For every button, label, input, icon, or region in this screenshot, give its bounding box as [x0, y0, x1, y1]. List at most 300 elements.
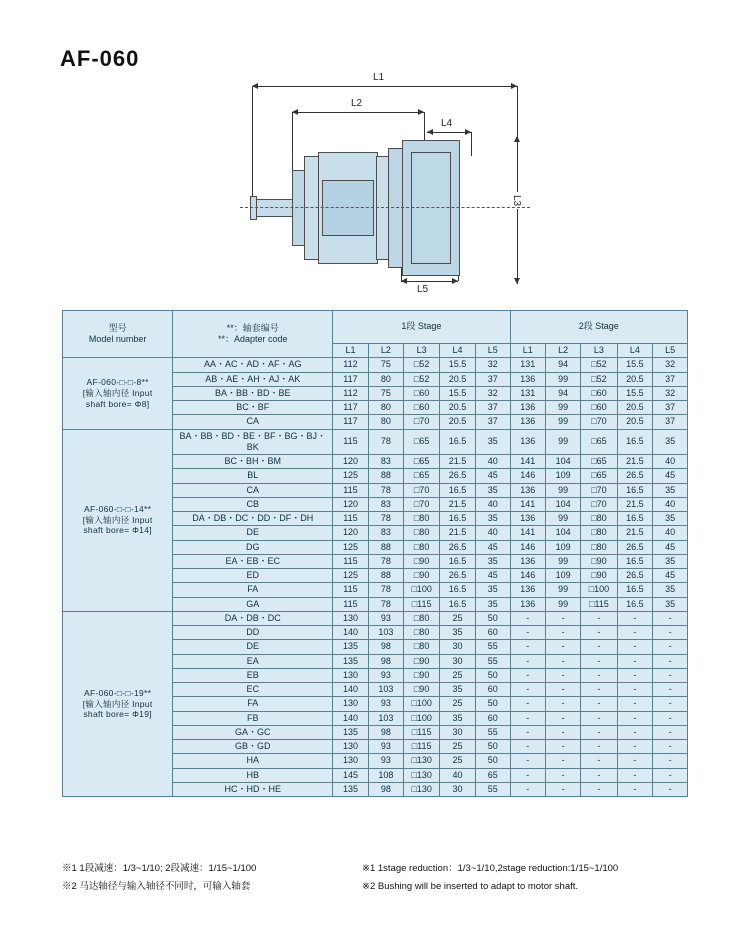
dimension-cell: □60 [404, 386, 440, 400]
dimension-cell: □115 [581, 597, 617, 611]
dimension-cell: - [510, 782, 545, 796]
dimension-cell: 136 [510, 415, 545, 429]
dimension-cell: 78 [368, 429, 403, 455]
output-shaft-tip [250, 196, 257, 220]
dimension-cell: 146 [510, 569, 545, 583]
dimension-cell: 60 [475, 683, 510, 697]
dimension-cell: □80 [404, 640, 440, 654]
dim-l1-label: L1 [370, 72, 387, 83]
dimension-cell: □80 [404, 512, 440, 526]
dimension-cell: 35 [653, 512, 688, 526]
dimension-cell: - [510, 697, 545, 711]
dimension-cell: 93 [368, 697, 403, 711]
adapter-code-cell: BL [173, 469, 333, 483]
dimension-cell: 125 [333, 569, 368, 583]
dimension-cell: 20.5 [440, 415, 476, 429]
dimension-cell: 32 [653, 386, 688, 400]
dimension-cell: 88 [368, 540, 403, 554]
dimension-cell: - [581, 640, 617, 654]
dimension-cell: 16.5 [617, 429, 653, 455]
dimension-cell: 104 [545, 526, 580, 540]
dimension-cell: - [653, 654, 688, 668]
dimension-cell: 136 [510, 583, 545, 597]
dimension-cell: - [545, 683, 580, 697]
dimension-cell: □52 [581, 358, 617, 372]
model-number-line-1: AF-060-□-□-19** [84, 687, 152, 698]
dimension-cell: - [510, 725, 545, 739]
dimension-cell: 50 [475, 611, 510, 625]
model-number-cell [63, 358, 173, 429]
header-adapter-cn: **：轴套编号 [226, 322, 279, 333]
dimension-cell: 35 [653, 583, 688, 597]
dimension-cell: 75 [368, 358, 403, 372]
adapter-code-cell: CB [173, 497, 333, 511]
dimension-cell: 21.5 [617, 526, 653, 540]
dimension-cell: 80 [368, 401, 403, 415]
dimension-cell: 35 [440, 683, 476, 697]
dimension-cell: - [617, 725, 653, 739]
dimension-cell: 16.5 [440, 554, 476, 568]
dimension-cell: 45 [653, 469, 688, 483]
dimension-cell: □65 [581, 429, 617, 455]
dim-l1-line [252, 86, 517, 87]
dim-l1-ext-left [252, 86, 253, 196]
dimension-cell: 125 [333, 469, 368, 483]
dimension-cell: 21.5 [440, 526, 476, 540]
dimension-cell: - [545, 640, 580, 654]
dimension-cell: 99 [545, 372, 580, 386]
dimension-cell: - [617, 697, 653, 711]
dimension-cell: 40 [475, 455, 510, 469]
dimension-cell: □52 [404, 372, 440, 386]
dimension-cell: 16.5 [617, 483, 653, 497]
adapter-code-cell: DE [173, 640, 333, 654]
dimension-cell: 20.5 [440, 401, 476, 415]
dimension-cell: 32 [653, 358, 688, 372]
adapter-code-cell: BC・BH・BM [173, 455, 333, 469]
dimension-cell: □70 [581, 483, 617, 497]
dim-l2-label: L2 [348, 98, 365, 109]
dimension-cell: - [510, 626, 545, 640]
dimension-cell: □130 [404, 754, 440, 768]
dimension-cell: 30 [440, 654, 476, 668]
page-title: AF-060 [60, 46, 140, 71]
dimension-cell: □80 [404, 526, 440, 540]
dim-l4-arrow-left [427, 129, 433, 135]
dimension-cell: □115 [404, 740, 440, 754]
dimension-cell: 26.5 [617, 569, 653, 583]
dimension-cell: 45 [475, 569, 510, 583]
dimension-cell: - [653, 611, 688, 625]
dimension-cell: 16.5 [617, 512, 653, 526]
dimension-cell: □60 [581, 401, 617, 415]
dimension-cell: 35 [475, 554, 510, 568]
dimension-cell: 130 [333, 697, 368, 711]
dimension-cell: □80 [581, 540, 617, 554]
table-row [63, 611, 688, 625]
dimension-cell: 40 [475, 526, 510, 540]
header-s2-l2: L2 [545, 344, 580, 358]
dimension-cell: 15.5 [440, 358, 476, 372]
note-cn-1: ※1 1段减速：1/3~1/10; 2段减速：1/15~1/100 [62, 863, 257, 874]
dimension-cell: 40 [475, 497, 510, 511]
header-model-cn: 型号 [108, 322, 127, 333]
dim-l5-line [401, 281, 458, 282]
dimension-cell: □90 [404, 554, 440, 568]
dimension-cell: 136 [510, 429, 545, 455]
centerline [240, 207, 530, 208]
dimension-cell: 98 [368, 654, 403, 668]
dim-l3-arrow-up [514, 136, 520, 142]
dimension-cell: 45 [653, 569, 688, 583]
header-model-en: Model number [88, 334, 147, 345]
header-s1-l3: L3 [404, 344, 440, 358]
dimension-cell: 20.5 [617, 401, 653, 415]
output-shaft [252, 199, 296, 217]
dimension-cell: 109 [545, 540, 580, 554]
dimension-cell: □115 [404, 725, 440, 739]
adapter-code-cell: EB [173, 668, 333, 682]
dimension-cell: 104 [545, 497, 580, 511]
dimension-cell: - [545, 740, 580, 754]
dimension-cell: 141 [510, 526, 545, 540]
adapter-code-cell: AB・AE・AH・AJ・AK [173, 372, 333, 386]
dimension-cell: - [510, 711, 545, 725]
dimension-cell: 50 [475, 668, 510, 682]
dimension-cell: 125 [333, 540, 368, 554]
header-stage1: 1段 Stage [333, 311, 510, 344]
dimension-cell: 94 [545, 358, 580, 372]
dimension-cell: 40 [653, 455, 688, 469]
dimension-cell: 117 [333, 415, 368, 429]
dimension-cell: - [510, 740, 545, 754]
header-model [63, 311, 173, 358]
dimension-cell: 30 [440, 640, 476, 654]
dimension-cell: 26.5 [440, 469, 476, 483]
dimension-cell: - [617, 740, 653, 754]
dimension-cell: 37 [475, 401, 510, 415]
dimension-cell: □100 [404, 697, 440, 711]
dimension-cell: 136 [510, 483, 545, 497]
adapter-code-cell: EA・EB・EC [173, 554, 333, 568]
dimension-cell: □70 [404, 415, 440, 429]
dim-l3-arrow-down [514, 278, 520, 284]
dimension-cell: □70 [581, 497, 617, 511]
dimension-cell: □65 [581, 455, 617, 469]
dimension-cell: 55 [475, 654, 510, 668]
dimension-cell: - [653, 782, 688, 796]
header-s2-l1: L1 [510, 344, 545, 358]
dimension-cell: 99 [545, 483, 580, 497]
dimension-cell: 45 [653, 540, 688, 554]
dimension-cell: 16.5 [440, 583, 476, 597]
dimension-cell: 130 [333, 740, 368, 754]
dimension-cell: 99 [545, 429, 580, 455]
dimension-cell: 80 [368, 372, 403, 386]
dimension-cell: 99 [545, 554, 580, 568]
dimension-cell: 20.5 [617, 415, 653, 429]
dimension-cell: 88 [368, 469, 403, 483]
adapter-code-cell: DD [173, 626, 333, 640]
dimension-cell: □100 [404, 711, 440, 725]
header-s1-l5: L5 [475, 344, 510, 358]
dimension-cell: 26.5 [440, 569, 476, 583]
dim-l4-label: L4 [438, 118, 455, 129]
dimension-cell: □80 [404, 611, 440, 625]
header-s1-l4: L4 [440, 344, 476, 358]
header-s1-l2: L2 [368, 344, 403, 358]
dimension-cell: 83 [368, 526, 403, 540]
product-drawing [230, 60, 560, 300]
adapter-code-cell: CA [173, 483, 333, 497]
dimension-cell: □65 [581, 469, 617, 483]
dimension-cell: □100 [581, 583, 617, 597]
dimension-cell: 135 [333, 654, 368, 668]
dimension-cell: □70 [404, 497, 440, 511]
dimension-cell: 37 [653, 372, 688, 386]
dimension-cell: 145 [333, 768, 368, 782]
dimension-cell: 131 [510, 358, 545, 372]
dim-l3-line [517, 136, 518, 284]
dimension-cell: 109 [545, 469, 580, 483]
dimension-cell: - [545, 626, 580, 640]
dimension-cell: - [545, 768, 580, 782]
dimension-cell: □80 [404, 626, 440, 640]
dimension-cell: □80 [404, 540, 440, 554]
dimension-cell: - [653, 668, 688, 682]
notes-chinese [62, 860, 362, 896]
dimension-cell: - [653, 768, 688, 782]
header-adapter [173, 311, 333, 358]
dimension-cell: 26.5 [440, 540, 476, 554]
adapter-code-cell: HC・HD・HE [173, 782, 333, 796]
dimension-cell: 93 [368, 668, 403, 682]
dimension-cell: - [510, 668, 545, 682]
dimension-cell: 112 [333, 358, 368, 372]
dimension-cell: □90 [404, 683, 440, 697]
header-s1-l1: L1 [333, 344, 368, 358]
notes-english [362, 860, 702, 896]
dimension-cell: 37 [653, 401, 688, 415]
model-number-line-2: [输入轴内径 Input [82, 698, 153, 709]
dimension-cell: - [581, 711, 617, 725]
adapter-code-cell: EA [173, 654, 333, 668]
dimension-cell: 88 [368, 569, 403, 583]
dimension-cell: - [617, 626, 653, 640]
adapter-code-cell: AA・AC・AD・AF・AG [173, 358, 333, 372]
dimension-cell: 45 [475, 540, 510, 554]
dimension-cell: 35 [475, 483, 510, 497]
table-header-row-1 [63, 311, 688, 344]
dimension-cell: - [510, 654, 545, 668]
specification-table [62, 310, 688, 797]
dimension-cell: 60 [475, 711, 510, 725]
dimension-cell: 78 [368, 554, 403, 568]
dimension-cell: - [653, 640, 688, 654]
dimension-cell: - [545, 611, 580, 625]
dimension-cell: 35 [475, 512, 510, 526]
note-cn-2: ※2 马达轴径与输入轴径不同时，可输入轴套 [62, 881, 251, 893]
dimension-cell: □90 [404, 569, 440, 583]
dimension-cell: - [581, 626, 617, 640]
dim-l5-label: L5 [414, 284, 431, 295]
dimension-cell: - [653, 683, 688, 697]
dimension-cell: 136 [510, 372, 545, 386]
dimension-cell: 20.5 [440, 372, 476, 386]
dimension-cell: - [545, 668, 580, 682]
adapter-code-cell: GB・GD [173, 740, 333, 754]
dimension-cell: 21.5 [617, 497, 653, 511]
dimension-cell: - [510, 754, 545, 768]
dimension-cell: 130 [333, 754, 368, 768]
dimension-cell: - [510, 611, 545, 625]
dimension-cell: 55 [475, 782, 510, 796]
dimension-cell: □70 [581, 415, 617, 429]
adapter-code-cell: FB [173, 711, 333, 725]
header-s2-l5: L5 [653, 344, 688, 358]
dimension-cell: 120 [333, 455, 368, 469]
dimension-cell: 131 [510, 386, 545, 400]
dimension-cell: 117 [333, 372, 368, 386]
dimension-cell: 35 [475, 597, 510, 611]
dimension-cell: 136 [510, 597, 545, 611]
dimension-cell: 112 [333, 386, 368, 400]
adapter-code-cell: HB [173, 768, 333, 782]
dimension-cell: 98 [368, 640, 403, 654]
dimension-cell: 93 [368, 611, 403, 625]
dimension-cell: 115 [333, 429, 368, 455]
adapter-code-cell: DE [173, 526, 333, 540]
model-number-cell [63, 429, 173, 611]
dimension-cell: 115 [333, 597, 368, 611]
dimension-cell: 103 [368, 711, 403, 725]
dim-l1-ext-right [517, 86, 518, 136]
dimension-cell: - [581, 654, 617, 668]
gearbox-inner [322, 180, 374, 236]
dimension-cell: 130 [333, 611, 368, 625]
dimension-cell: 35 [440, 711, 476, 725]
dimension-cell: □60 [581, 386, 617, 400]
dimension-cell: 104 [545, 455, 580, 469]
dimension-cell: - [653, 754, 688, 768]
dimension-cell: 20.5 [617, 372, 653, 386]
model-number-line-2: [输入轴内径 Input [82, 388, 153, 399]
table-row [63, 429, 688, 455]
adapter-code-cell: FA [173, 697, 333, 711]
adapter-code-cell: GA [173, 597, 333, 611]
dimension-cell: 141 [510, 455, 545, 469]
dimension-cell: 108 [368, 768, 403, 782]
dimension-cell: 37 [475, 372, 510, 386]
dimension-cell: 146 [510, 540, 545, 554]
dimension-cell: 130 [333, 668, 368, 682]
dimension-cell: - [617, 711, 653, 725]
dimension-cell: - [653, 626, 688, 640]
dimension-cell: 78 [368, 583, 403, 597]
dimension-cell: 94 [545, 386, 580, 400]
dimension-cell: 35 [653, 597, 688, 611]
dimension-cell: 135 [333, 782, 368, 796]
dimension-cell: □90 [404, 654, 440, 668]
dimension-cell: 135 [333, 725, 368, 739]
dimension-cell: - [545, 654, 580, 668]
note-en-1: ※1 1stage reduction：1/3~1/10,2stage reduction:1/15~1/100 [362, 863, 619, 874]
dim-l4-ext-right [471, 132, 472, 156]
header-adapter-en: **：Adapter code [218, 334, 288, 345]
dimension-cell: 135 [333, 640, 368, 654]
adapter-code-cell: BA・BB・BD・BE [173, 386, 333, 400]
dimension-cell: 115 [333, 554, 368, 568]
dimension-cell: □65 [404, 455, 440, 469]
dimension-cell: 30 [440, 782, 476, 796]
dimension-cell: - [510, 640, 545, 654]
dimension-cell: - [545, 754, 580, 768]
adapter-code-cell: CA [173, 415, 333, 429]
model-number-line-1: AF-060-□-□-8** [86, 377, 149, 388]
dimension-cell: 26.5 [617, 469, 653, 483]
dimension-cell: □90 [581, 554, 617, 568]
dimension-cell: - [617, 768, 653, 782]
model-number-line-3: shaft bore= Φ14] [83, 525, 152, 536]
dimension-cell: 120 [333, 497, 368, 511]
dimension-cell: - [617, 611, 653, 625]
dimension-cell: 32 [475, 358, 510, 372]
dimension-cell: □60 [404, 401, 440, 415]
dimension-cell: □52 [581, 372, 617, 386]
dimension-cell: 98 [368, 782, 403, 796]
adapter-inner [411, 152, 451, 264]
dimension-cell: 15.5 [617, 358, 653, 372]
adapter-code-cell: ED [173, 569, 333, 583]
dimension-cell: 35 [475, 429, 510, 455]
dimension-cell: - [653, 740, 688, 754]
adapter-code-cell: GA・GC [173, 725, 333, 739]
dimension-cell: 103 [368, 626, 403, 640]
dimension-cell: 35 [653, 554, 688, 568]
dimension-cell: 40 [653, 526, 688, 540]
dimension-cell: - [617, 654, 653, 668]
adapter-code-cell: DA・DB・DC・DD・DF・DH [173, 512, 333, 526]
dimension-cell: 60 [475, 626, 510, 640]
dimension-cell: 99 [545, 597, 580, 611]
dimension-cell: - [510, 683, 545, 697]
model-number-line-1: AF-060-□-□-14** [84, 504, 152, 515]
dimension-cell: 15.5 [617, 386, 653, 400]
dimension-cell: 25 [440, 754, 476, 768]
dimension-cell: 99 [545, 415, 580, 429]
dimension-cell: - [653, 711, 688, 725]
dimension-cell: - [617, 668, 653, 682]
dimension-cell: 40 [440, 768, 476, 782]
dimension-cell: 26.5 [617, 540, 653, 554]
model-number-line-3: shaft bore= Φ19] [83, 709, 152, 720]
dimension-cell: 25 [440, 668, 476, 682]
dimension-cell: - [581, 754, 617, 768]
adapter-code-cell: DG [173, 540, 333, 554]
dimension-cell: 99 [545, 401, 580, 415]
dimension-cell: 115 [333, 583, 368, 597]
dimension-cell: 99 [545, 583, 580, 597]
dimension-cell: 55 [475, 725, 510, 739]
dimension-cell: 40 [653, 497, 688, 511]
dimension-cell: 93 [368, 754, 403, 768]
dimension-cell: 16.5 [440, 429, 476, 455]
dimension-cell: 115 [333, 512, 368, 526]
dimension-cell: 93 [368, 740, 403, 754]
dimension-cell: 25 [440, 611, 476, 625]
dimension-cell: 50 [475, 697, 510, 711]
dimension-cell: 98 [368, 725, 403, 739]
